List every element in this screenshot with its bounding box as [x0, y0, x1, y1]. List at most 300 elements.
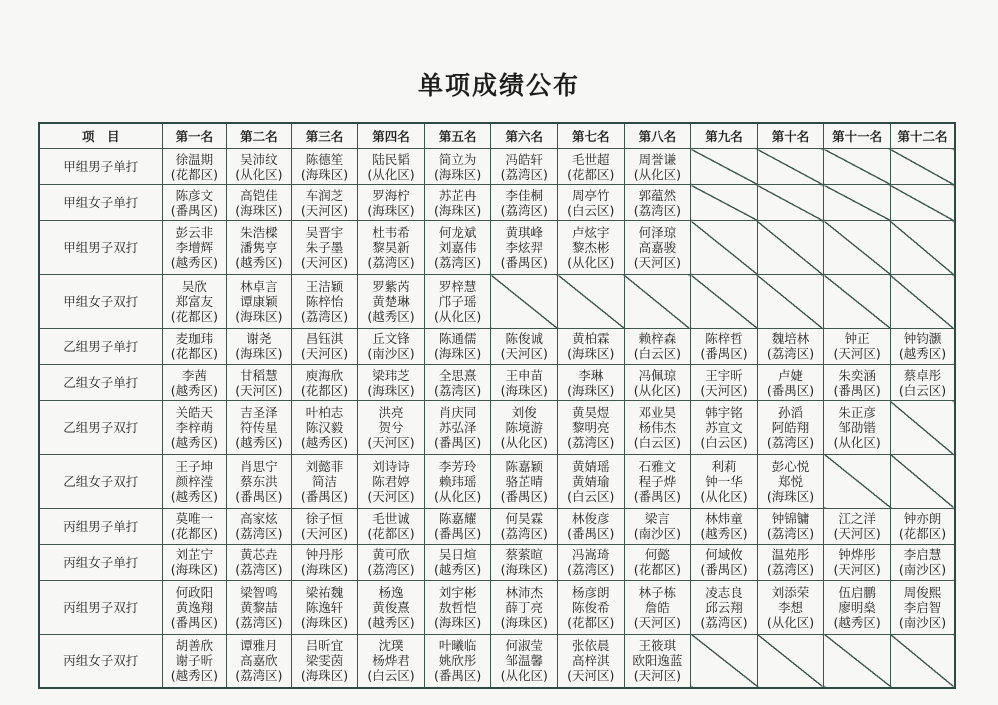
empty-cell	[757, 185, 824, 221]
event-name-cell: 乙组女子单打	[39, 364, 162, 400]
header-cell-rank-2: 第二名	[227, 123, 292, 149]
district-label: (天河区)	[833, 526, 881, 542]
player-name: 黄黎喆	[240, 599, 278, 615]
district-label: (荔湾区)	[300, 308, 349, 324]
empty-cell	[890, 185, 955, 221]
district-label: (天河区)	[300, 255, 349, 271]
player-name: 李琳	[578, 367, 604, 383]
table-row	[39, 454, 955, 508]
result-cell	[491, 364, 558, 400]
district-label: (从化区)	[434, 488, 482, 504]
table-row	[39, 544, 955, 580]
district-label: (从化区)	[434, 308, 482, 324]
player-name: 何昊霖	[505, 511, 543, 527]
result-cell	[162, 149, 227, 185]
event-name-cell: 乙组男子单打	[39, 328, 162, 364]
player-name: 冯皓轩	[505, 151, 543, 167]
header-cell-rank-3: 第三名	[291, 123, 358, 149]
district-label: (海珠区)	[300, 668, 349, 684]
player-name: 詹皓	[644, 599, 670, 615]
empty-cell	[824, 149, 891, 185]
district-label: (南沙区)	[367, 346, 415, 362]
player-name: 叶柏志	[305, 404, 344, 420]
player-name: 杨逸	[378, 584, 404, 600]
player-name: 罗海柠	[372, 187, 410, 203]
table-row	[39, 364, 955, 400]
player-name: 黄柏霖	[572, 331, 610, 347]
district-label: (荔湾区)	[367, 255, 415, 271]
district-label: (天河区)	[567, 668, 615, 684]
district-label: (海珠区)	[300, 166, 349, 182]
player-name: 苏芷冉	[438, 187, 477, 203]
player-name: 毛世诚	[372, 511, 410, 527]
district-label: (荔湾区)	[500, 202, 548, 218]
result-cell	[424, 508, 491, 544]
player-name: 李启智	[903, 599, 942, 615]
district-label: (白云区)	[567, 488, 615, 504]
player-name: 周俊熙	[903, 584, 942, 600]
result-cell	[227, 275, 292, 329]
result-cell	[558, 149, 625, 185]
player-name: 何淑莹	[505, 638, 543, 654]
district-label: (越秀区)	[300, 434, 349, 450]
player-name: 邹温馨	[505, 653, 543, 669]
district-label: (荔湾区)	[235, 562, 283, 578]
result-cell	[358, 454, 425, 508]
result-cell	[491, 221, 558, 275]
player-name: 伍启鹏	[838, 584, 876, 600]
player-name: 薛丁亮	[505, 599, 543, 615]
player-name: 钟丹彤	[305, 547, 344, 563]
table-row	[39, 149, 955, 185]
district-label: (花都区)	[367, 526, 415, 542]
result-cell	[757, 454, 824, 508]
district-label: (南沙区)	[633, 526, 681, 542]
player-name: 何懿	[644, 547, 670, 563]
player-name: 刘诗诗	[372, 458, 410, 474]
player-name: 姚欣彤	[438, 653, 477, 669]
event-name-cell: 丙组男子单打	[39, 508, 162, 544]
district-label: (南沙区)	[898, 614, 947, 630]
player-name: 李梓萌	[175, 419, 214, 435]
player-name: 简洁	[311, 473, 337, 489]
empty-cell	[691, 634, 758, 688]
empty-cell	[757, 149, 824, 185]
player-name: 陈逸轩	[305, 599, 344, 615]
result-cell	[757, 544, 824, 580]
result-cell	[558, 454, 625, 508]
player-name: 肖思宁	[240, 458, 278, 474]
player-name: 何政阳	[175, 584, 214, 600]
district-label: (海珠区)	[434, 346, 482, 362]
district-label: (越秀区)	[170, 255, 218, 271]
result-cell	[291, 634, 358, 688]
player-name: 潘隽亨	[240, 240, 278, 256]
result-cell	[358, 275, 425, 329]
empty-cell	[624, 275, 691, 329]
player-name: 吕昕宜	[305, 638, 344, 654]
district-label: (荔湾区)	[766, 562, 815, 578]
player-name: 阿皓翔	[771, 419, 810, 435]
result-cell	[291, 508, 358, 544]
district-label: (越秀区)	[367, 308, 415, 324]
player-name: 车润芝	[305, 187, 344, 203]
district-label: (海珠区)	[567, 382, 615, 398]
player-name: 林俊彦	[572, 511, 610, 527]
result-cell	[358, 508, 425, 544]
empty-cell	[691, 185, 758, 221]
district-label: (天河区)	[300, 346, 349, 362]
player-name: 邓业昊	[638, 404, 677, 420]
table-row	[39, 275, 955, 329]
result-cell	[227, 149, 292, 185]
player-name: 谭康颖	[240, 293, 278, 309]
event-name-cell: 乙组男子双打	[39, 401, 162, 455]
results-body	[39, 149, 955, 689]
district-label: (花都区)	[567, 166, 615, 182]
player-name: 邹劭锴	[838, 419, 876, 435]
result-cell	[491, 328, 558, 364]
district-label: (荔湾区)	[567, 562, 615, 578]
district-label: (天河区)	[833, 562, 881, 578]
player-name: 何域攸	[705, 547, 743, 563]
player-name: 冯佩琼	[638, 367, 677, 383]
player-name: 黄楚琳	[372, 293, 410, 309]
player-name: 黄婧瑶	[572, 458, 610, 474]
player-name: 陈德笙	[305, 151, 344, 167]
district-label: (越秀区)	[170, 488, 218, 504]
result-cell	[291, 454, 358, 508]
result-cell	[691, 454, 758, 508]
district-label: (越秀区)	[367, 614, 415, 630]
player-name: 钟正	[844, 331, 870, 347]
result-cell	[291, 328, 358, 364]
result-cell	[358, 634, 425, 688]
player-name: 吉圣泽	[240, 404, 278, 420]
result-cell	[757, 580, 824, 634]
event-name-cell: 甲组男子单打	[39, 149, 162, 185]
player-name: 朱子墨	[305, 240, 344, 256]
player-name: 何龙斌	[438, 225, 477, 241]
district-label: (天河区)	[500, 346, 548, 362]
page-title: 单项成绩公布	[417, 71, 580, 100]
result-cell	[624, 185, 691, 221]
result-cell	[691, 328, 758, 364]
player-name: 高家炫	[240, 511, 278, 527]
player-name: 黄芯垚	[240, 547, 278, 563]
player-name: 韩宇铭	[705, 404, 743, 420]
player-name: 黄昊煜	[572, 404, 610, 420]
district-label: (越秀区)	[170, 434, 218, 450]
header-cell-rank-10: 第十名	[757, 123, 824, 149]
player-name: 庾海欣	[305, 367, 344, 383]
player-name: 陈境游	[505, 419, 543, 435]
player-name: 钟锦镛	[771, 511, 810, 527]
district-label: (荔湾区)	[567, 434, 615, 450]
result-cell	[691, 364, 758, 400]
player-name: 蔡萦暄	[505, 547, 543, 563]
district-label: (海珠区)	[170, 562, 218, 578]
player-name: 赖玮瑶	[438, 473, 477, 489]
district-label: (荔湾区)	[766, 434, 815, 450]
result-cell	[691, 580, 758, 634]
result-cell	[227, 508, 292, 544]
result-cell	[162, 221, 227, 275]
district-label: (越秀区)	[235, 255, 283, 271]
result-cell	[291, 580, 358, 634]
player-name: 沈璞	[378, 638, 404, 654]
result-cell	[227, 580, 292, 634]
player-name: 邱云翔	[705, 599, 743, 615]
district-label: (从化区)	[633, 166, 681, 182]
player-name: 高铠佳	[240, 187, 278, 203]
player-name: 魏培林	[771, 331, 810, 347]
result-cell	[162, 544, 227, 580]
player-name: 王筱琪	[638, 638, 677, 654]
player-name: 冯嵩琦	[572, 547, 610, 563]
player-name: 符传星	[240, 419, 278, 435]
result-cell	[291, 185, 358, 221]
result-cell	[491, 634, 558, 688]
player-name: 谭雅月	[240, 638, 278, 654]
district-label: (天河区)	[633, 255, 681, 271]
result-cell	[227, 544, 292, 580]
district-label: (海珠区)	[235, 346, 283, 362]
result-cell	[162, 275, 227, 329]
player-name: 关皓天	[175, 404, 214, 420]
header-cell-rank-11: 第十一名	[824, 123, 891, 149]
district-label: (海珠区)	[235, 308, 283, 324]
result-cell	[227, 185, 292, 221]
result-cell	[624, 401, 691, 455]
player-name: 钟亦朗	[903, 511, 942, 527]
player-name: 高嘉骏	[638, 240, 677, 256]
result-cell	[491, 544, 558, 580]
player-name: 叶曦临	[438, 638, 477, 654]
player-name: 贺兮	[378, 419, 404, 435]
player-name: 罗紫芮	[372, 278, 410, 294]
player-name: 杨彦朗	[572, 584, 610, 600]
result-cell	[291, 221, 358, 275]
district-label: (从化区)	[833, 434, 881, 450]
result-cell	[757, 401, 824, 455]
result-cell	[624, 634, 691, 688]
result-cell	[291, 364, 358, 400]
district-label: (番禺区)	[700, 346, 748, 362]
district-label: (白云区)	[898, 382, 947, 398]
result-cell	[424, 580, 491, 634]
district-label: (番禺区)	[300, 488, 349, 504]
district-label: (越秀区)	[170, 668, 218, 684]
district-label: (番禺区)	[170, 614, 218, 630]
player-name: 林炜童	[705, 511, 743, 527]
player-name: 颜梓滢	[175, 473, 214, 489]
player-name: 何泽琼	[638, 225, 677, 241]
result-cell	[358, 580, 425, 634]
table-row	[39, 508, 955, 544]
player-name: 李茜	[181, 367, 207, 383]
result-cell	[162, 634, 227, 688]
district-label: (荔湾区)	[434, 255, 482, 271]
table-row	[39, 221, 955, 275]
district-label: (海珠区)	[500, 562, 548, 578]
player-name: 简立为	[438, 151, 477, 167]
player-name: 王洁颖	[305, 278, 344, 294]
district-label: (花都区)	[567, 614, 615, 630]
district-label: (天河区)	[833, 346, 881, 362]
player-name: 杨伟杰	[638, 419, 677, 435]
player-name: 骆芷晴	[505, 473, 543, 489]
result-cell	[491, 401, 558, 455]
player-name: 刘宇彬	[438, 584, 477, 600]
event-name-cell: 乙组女子双打	[39, 454, 162, 508]
result-cell	[558, 185, 625, 221]
player-name: 温苑彤	[771, 547, 810, 563]
header-row	[39, 123, 955, 149]
result-cell	[558, 401, 625, 455]
player-name: 朱正彦	[838, 404, 876, 420]
player-name: 凌志良	[705, 584, 743, 600]
district-label: (番禺区)	[500, 255, 548, 271]
player-name: 梁雯茵	[305, 653, 344, 669]
district-label: (海珠区)	[434, 202, 482, 218]
result-cell	[558, 634, 625, 688]
player-name: 徐温期	[175, 151, 214, 167]
district-label: (白云区)	[367, 668, 415, 684]
result-cell	[491, 149, 558, 185]
district-label: (荔湾区)	[434, 382, 482, 398]
result-cell	[162, 185, 227, 221]
district-label: (海珠区)	[300, 562, 349, 578]
empty-cell	[691, 275, 758, 329]
player-name: 黄逸翔	[175, 599, 214, 615]
district-label: (荔湾区)	[700, 614, 748, 630]
player-name: 郭蕴然	[638, 187, 677, 203]
player-name: 刘俊	[511, 404, 537, 420]
player-name: 李增辉	[175, 240, 214, 256]
result-cell	[890, 508, 955, 544]
result-cell	[890, 544, 955, 580]
district-label: (从化区)	[567, 255, 615, 271]
player-name: 陈梓哲	[705, 331, 743, 347]
district-label: (天河区)	[300, 202, 349, 218]
district-label: (越秀区)	[700, 526, 748, 542]
player-name: 蔡卓彤	[903, 367, 942, 383]
player-name: 全思熹	[438, 367, 477, 383]
district-label: (荔湾区)	[367, 562, 415, 578]
player-name: 赖梓森	[638, 331, 677, 347]
district-label: (番禺区)	[434, 668, 482, 684]
district-label: (海珠区)	[367, 382, 415, 398]
result-cell	[558, 580, 625, 634]
result-cell	[424, 401, 491, 455]
player-name: 刘芷宁	[175, 547, 214, 563]
empty-cell	[757, 275, 824, 329]
player-name: 丘文锋	[372, 331, 410, 347]
district-label: (从化区)	[633, 382, 681, 398]
empty-cell	[890, 401, 955, 455]
header-cell-rank-5: 第五名	[424, 123, 491, 149]
district-label: (越秀区)	[833, 614, 881, 630]
result-cell	[424, 544, 491, 580]
result-cell	[291, 401, 358, 455]
table-row	[39, 401, 955, 455]
result-cell	[227, 328, 292, 364]
player-name: 梁智鸣	[240, 584, 278, 600]
player-name: 吴沛纹	[240, 151, 278, 167]
district-label: (花都区)	[300, 382, 349, 398]
result-cell	[824, 364, 891, 400]
result-cell	[558, 508, 625, 544]
district-label: (荔湾区)	[766, 346, 815, 362]
player-name: 王申苗	[505, 367, 543, 383]
result-cell	[624, 508, 691, 544]
district-label: (番禺区)	[567, 526, 615, 542]
result-cell	[558, 364, 625, 400]
empty-cell	[824, 275, 891, 329]
district-label: (从化区)	[700, 488, 748, 504]
player-name: 陈通儒	[438, 331, 477, 347]
player-name: 林子栋	[638, 584, 677, 600]
player-name: 黄可欣	[372, 547, 410, 563]
district-label: (花都区)	[170, 346, 218, 362]
district-label: (花都区)	[633, 562, 681, 578]
player-name: 陈俊希	[572, 599, 610, 615]
player-name: 钟烨彤	[838, 547, 876, 563]
result-cell	[624, 149, 691, 185]
empty-cell	[824, 185, 891, 221]
player-name: 刘懿菲	[305, 458, 344, 474]
player-name: 莫唯一	[175, 511, 214, 527]
player-name: 邝子瑶	[438, 293, 477, 309]
empty-cell	[491, 275, 558, 329]
district-label: (天河区)	[633, 614, 681, 630]
result-cell	[890, 328, 955, 364]
result-cell	[162, 401, 227, 455]
player-name: 周誉谦	[638, 151, 677, 167]
player-name: 谢子昕	[175, 653, 214, 669]
player-name: 周亭竹	[572, 187, 610, 203]
player-name: 陈俊诚	[505, 331, 543, 347]
result-cell	[890, 580, 955, 634]
header-cell-rank-9: 第九名	[691, 123, 758, 149]
result-cell	[691, 508, 758, 544]
empty-cell	[890, 634, 955, 688]
district-label: (白云区)	[700, 434, 748, 450]
district-label: (花都区)	[898, 526, 947, 542]
district-label: (番禺区)	[434, 434, 482, 450]
district-label: (番禺区)	[766, 382, 815, 398]
result-cell	[162, 508, 227, 544]
empty-cell	[890, 221, 955, 275]
player-name: 李芳玲	[438, 458, 477, 474]
result-cell	[424, 221, 491, 275]
district-label: (海珠区)	[300, 614, 349, 630]
table-row	[39, 328, 955, 364]
player-name: 黎昊新	[372, 240, 410, 256]
empty-cell	[691, 221, 758, 275]
result-cell	[691, 544, 758, 580]
event-name-cell: 丙组女子单打	[39, 544, 162, 580]
district-label: (海珠区)	[235, 202, 283, 218]
result-cell	[358, 185, 425, 221]
player-name: 郑悦	[778, 473, 804, 489]
result-cell	[624, 544, 691, 580]
player-name: 黄琪峰	[505, 225, 543, 241]
district-label: (荔湾区)	[500, 526, 548, 542]
player-name: 陈梓怡	[305, 293, 344, 309]
table-row	[39, 580, 955, 634]
